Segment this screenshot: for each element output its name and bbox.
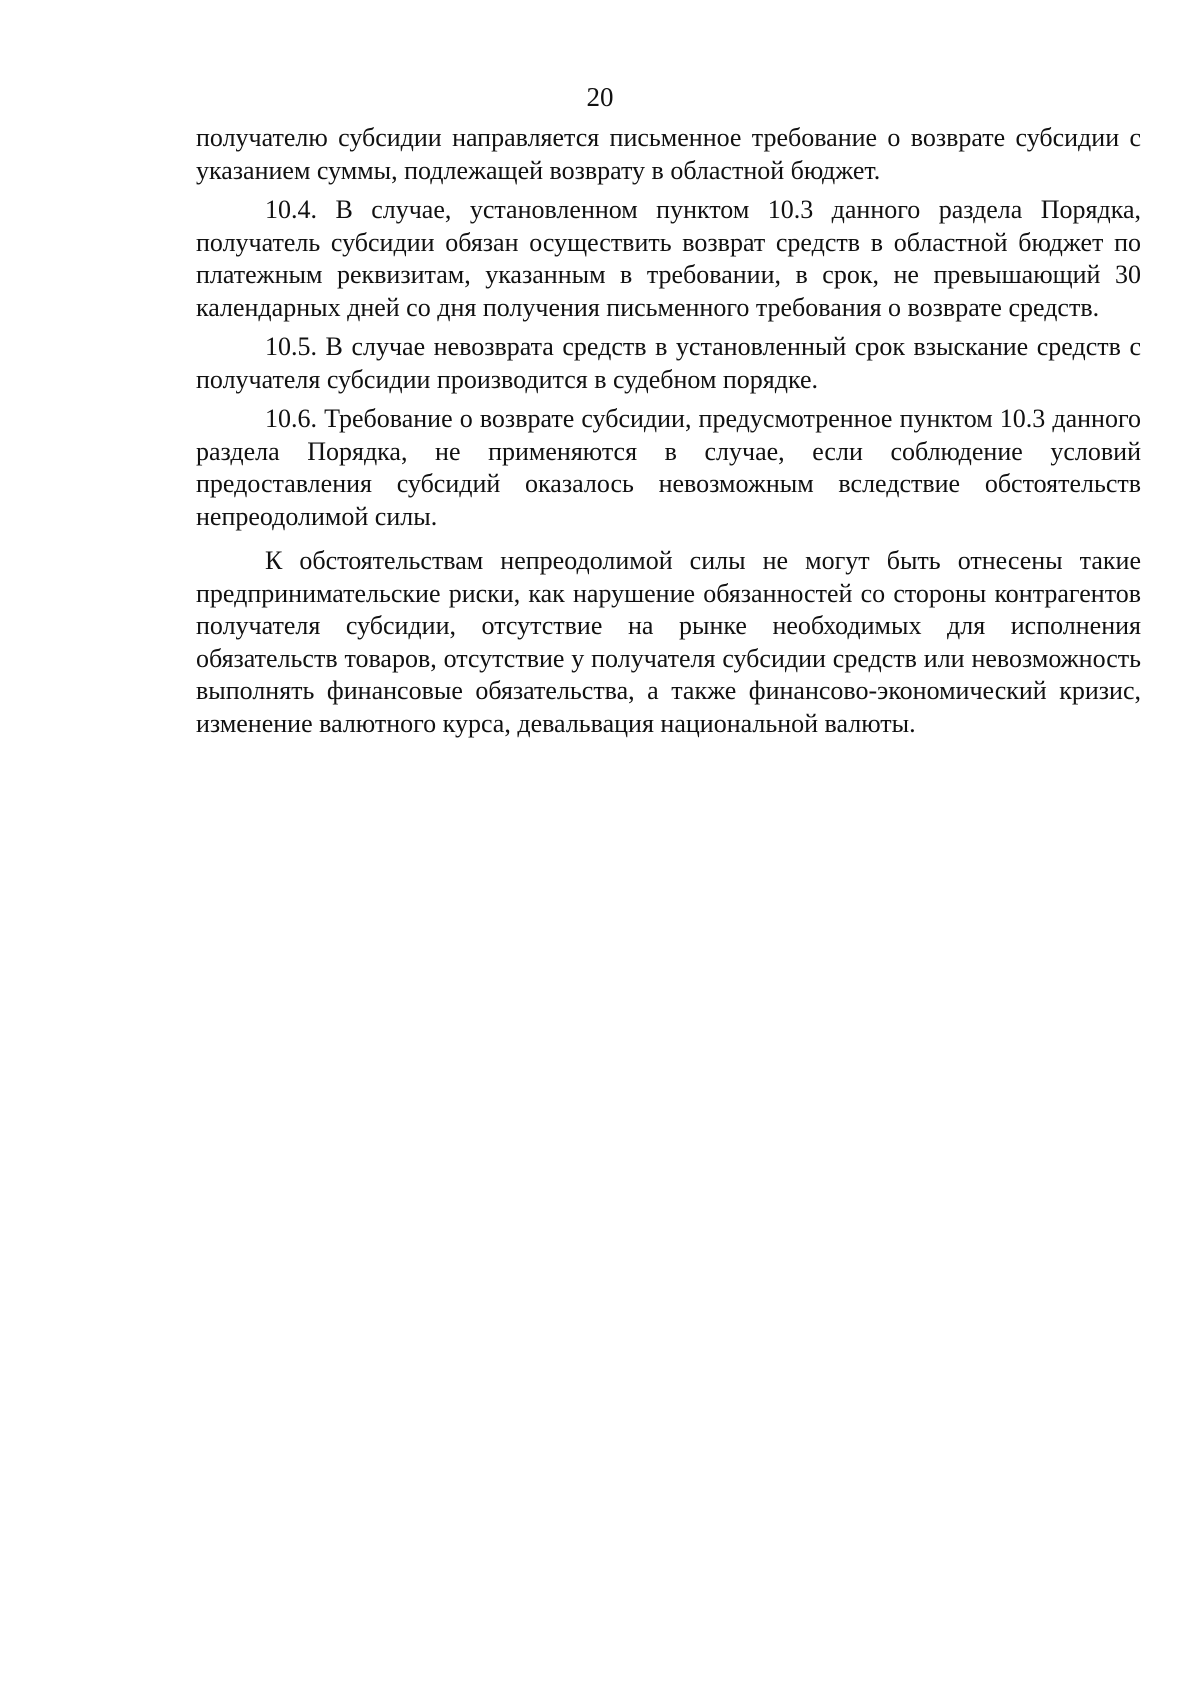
paragraph-10-4: 10.4. В случае, установленном пунктом 10.3 данного раздела Порядка, получатель субсидии обязан осуществить возврат средств в областной бюджет по платежным реквизитам, указанным в требовании, в срок, не превышающий 30 календарных дней со дня получения письменного требования о возврате средств. [196,195,1141,322]
page-number: 20 [586,82,614,112]
paragraph-10-6: 10.6. Требование о возврате субсидии, предусмотренное пунктом 10.3 данного раздела Порядка, не применяются в случае, если соблюдение условий предоставления субсидий оказалось невозможным вследствие обстоятельств непреодолимой силы. [196,404,1141,531]
paragraph-force-majeure: К обстоятельствам непреодолимой силы не могут быть отнесены такие предпринимательские риски, как нарушение обязанностей со стороны контрагентов получателя субсидии, отсутствие на рынке необходимых для исполнения обязательств товаров, отсутствие у получателя субсидии средств или невозможность выполнять финансовые обязательства, а также финансово-экономический кризис, изменение валютного курса, девальвация национальной валюты. [196,546,1141,738]
paragraph-10-5: 10.5. В случае невозврата средств в установленный срок взыскание средств с получателя субсидии производится в судебном порядке. [196,332,1141,394]
document-body [196,122,1141,740]
paragraph-continuation: получателю субсидии направляется письменное требование о возврате субсидии с указанием суммы, подлежащей возврату в областной бюджет. [196,123,1141,185]
